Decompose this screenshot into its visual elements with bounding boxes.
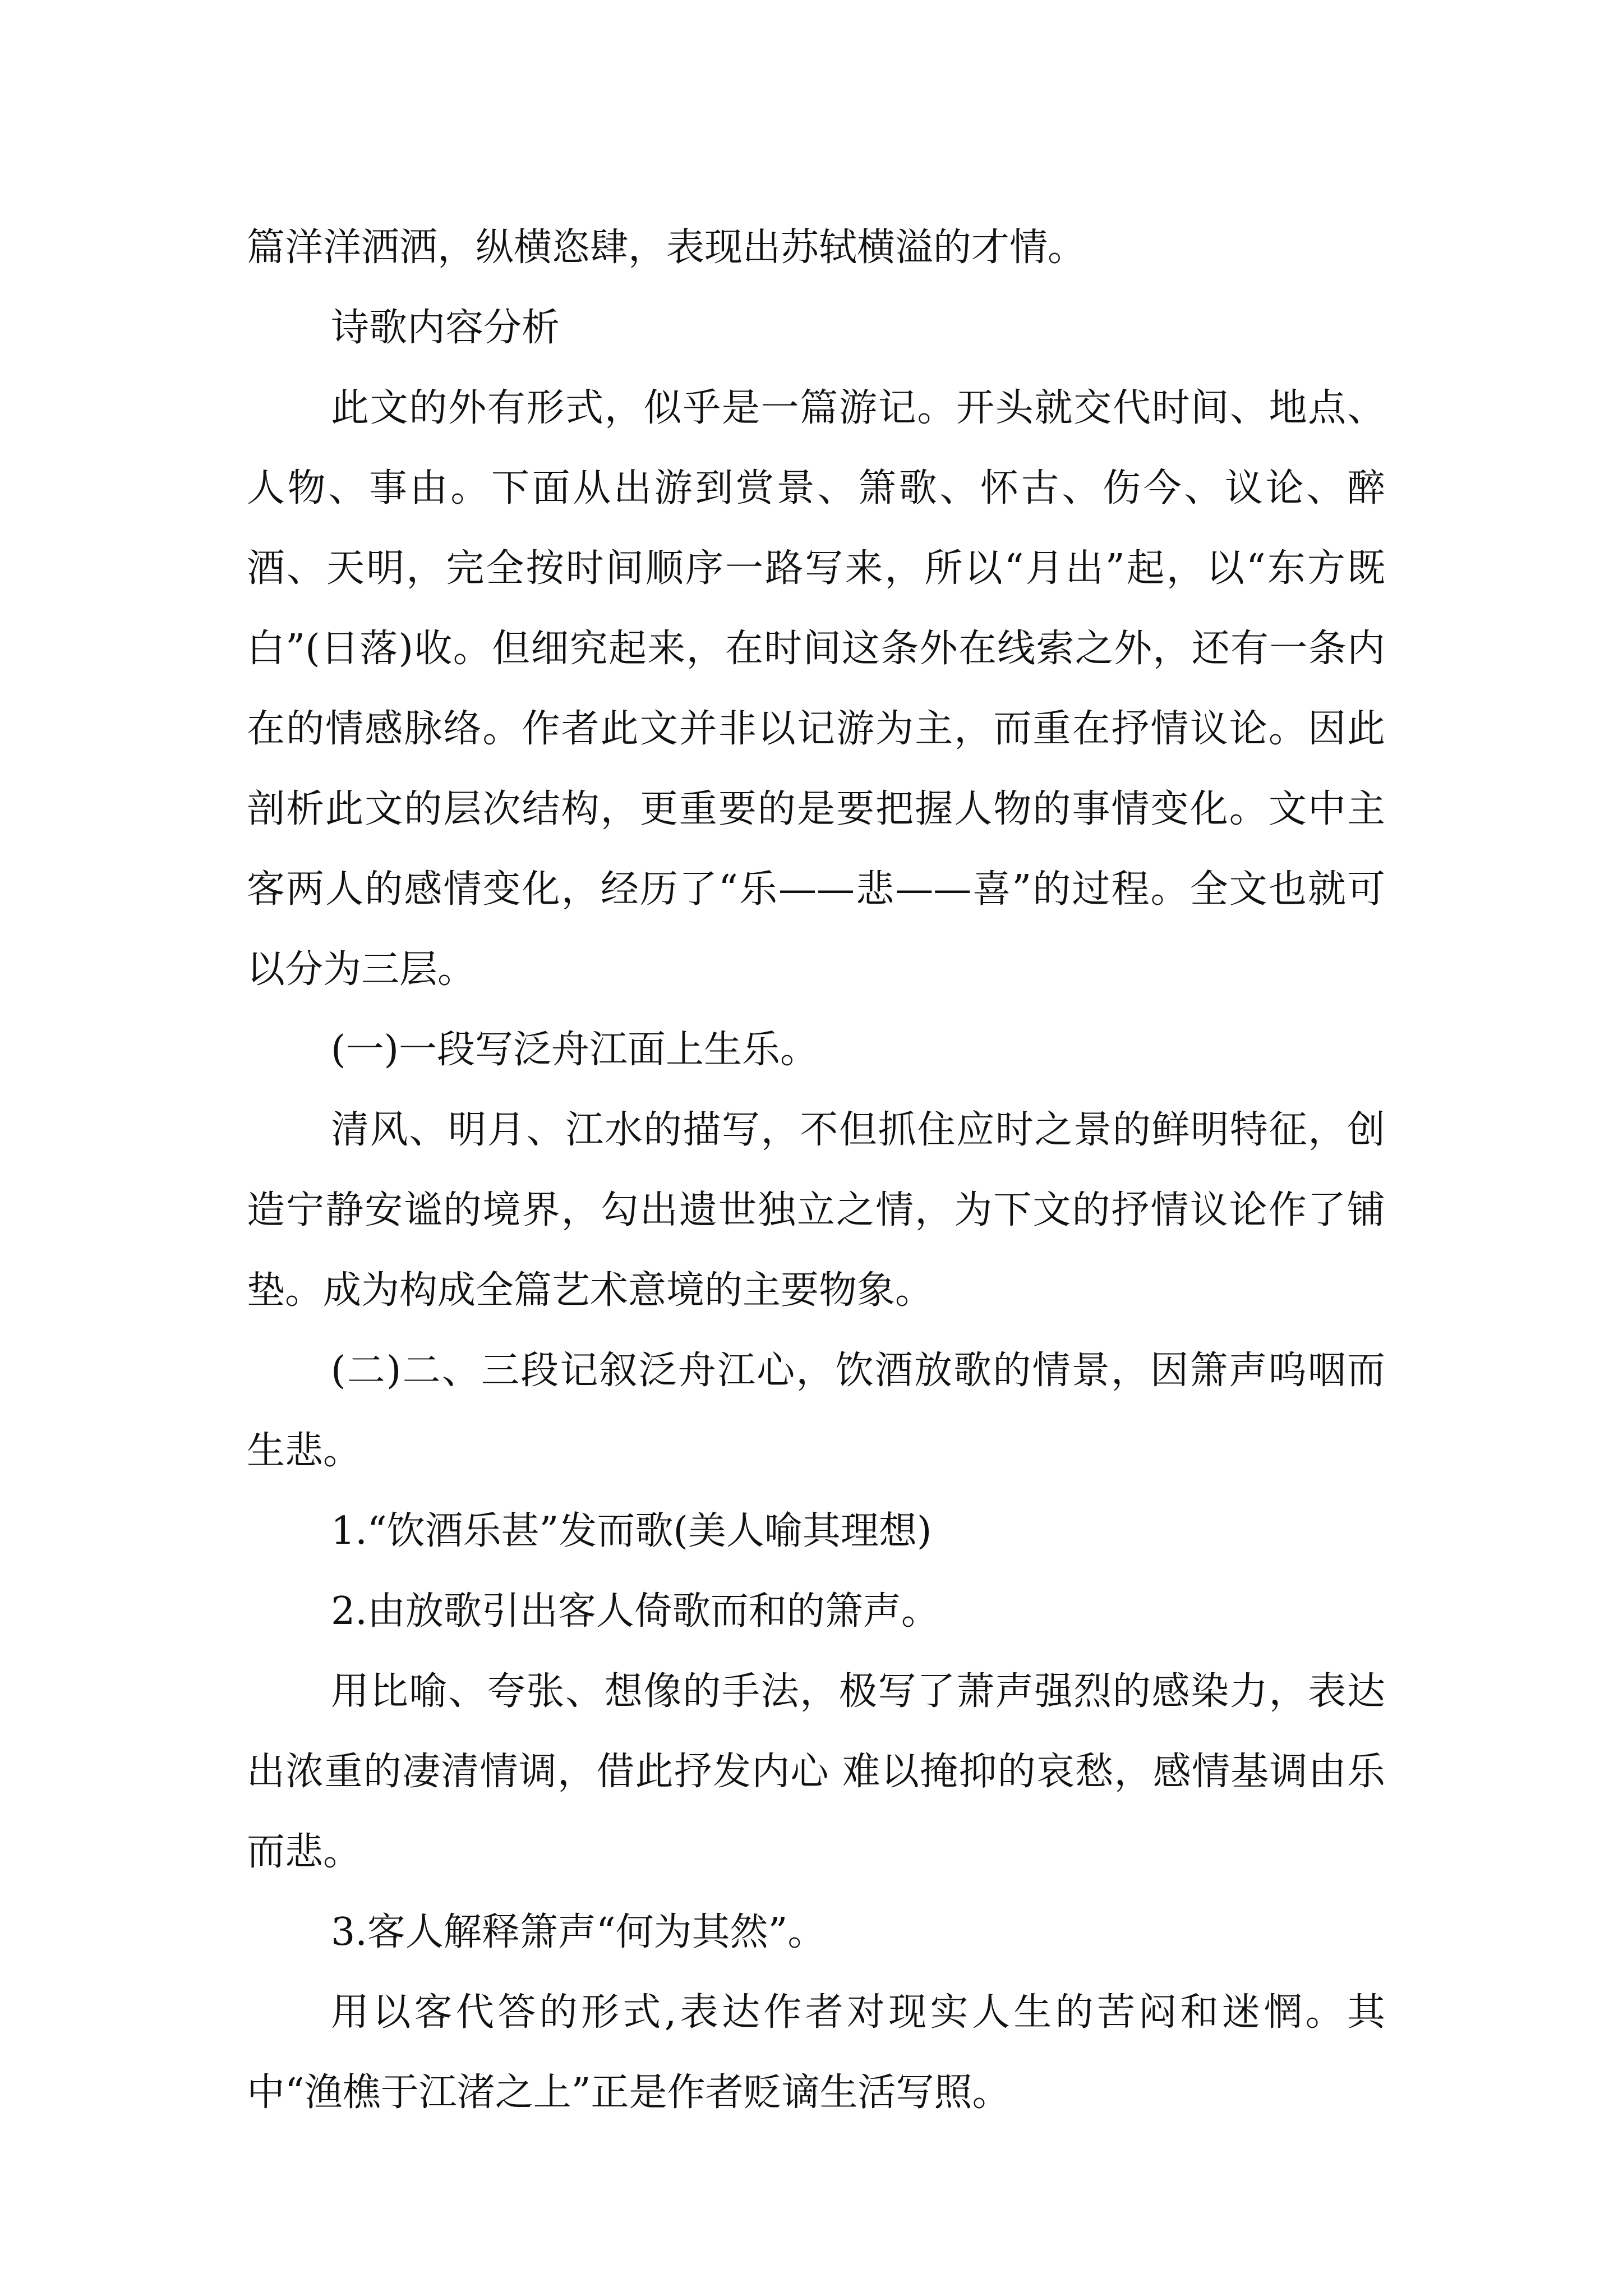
list-item: 1.“饮酒乐甚”发而歌(美人喻其理想)	[331, 1509, 932, 1553]
paragraph: 用比喻、夸张、想像的手法，极写了萧声强烈的感染力，表达出浓重的凄清情调，借此抒发内心 难以掩抑的哀愁，感情基调由乐而悲。	[247, 1669, 1385, 1874]
paragraph: 篇洋洋洒洒，纵横恣肆，表现出苏轼横溢的才情。	[247, 226, 1086, 270]
paragraph: (一)一段写泛舟江面上生乐。	[331, 1028, 819, 1072]
paragraph: 清风、明月、江水的描写，不但抓住应时之景的鲜明特征，创造宁静安谧的境界，勾出遗世独立之情，为下文的抒情议论作了铺垫。成为构成全篇艺术意境的主要物象。	[247, 1108, 1385, 1313]
section-heading: 诗歌内容分析	[331, 306, 560, 350]
paragraph: 用以客代答的形式,表达作者对现实人生的苦闷和迷惘。其中“渔樵于江渚之上”正是作者贬谪生活写照。	[247, 1990, 1385, 2115]
list-item: 3.客人解释箫声“何为其然”。	[331, 1910, 826, 1954]
list-item: 2.由放歌引出客人倚歌而和的箫声。	[331, 1589, 939, 1634]
paragraph: (二)二、三段记叙泛舟江心，饮酒放歌的情景，因箫声呜咽而生悲。	[247, 1349, 1385, 1473]
document-body	[247, 208, 1385, 2133]
paragraph: 此文的外有形式，似乎是一篇游记。开头就交代时间、地点、人物、事由。下面从出游到赏景、箫歌、怀古、伤今、议论、醉酒、天明，完全按时间顺序一路写来，所以“月出”起，以“东方既白”(日落)收。但细究起来，在时间这条外在线索之外，还有一条内在的情感脉络。作者此文并非以记游为主，而重在抒情议论。因此剖析此文的层次结构，更重要的是要把握人物的事情变化。文中主客两人的感情变化，经历了“乐——悲——喜”的过程。全文也就可以分为三层。	[247, 386, 1385, 992]
